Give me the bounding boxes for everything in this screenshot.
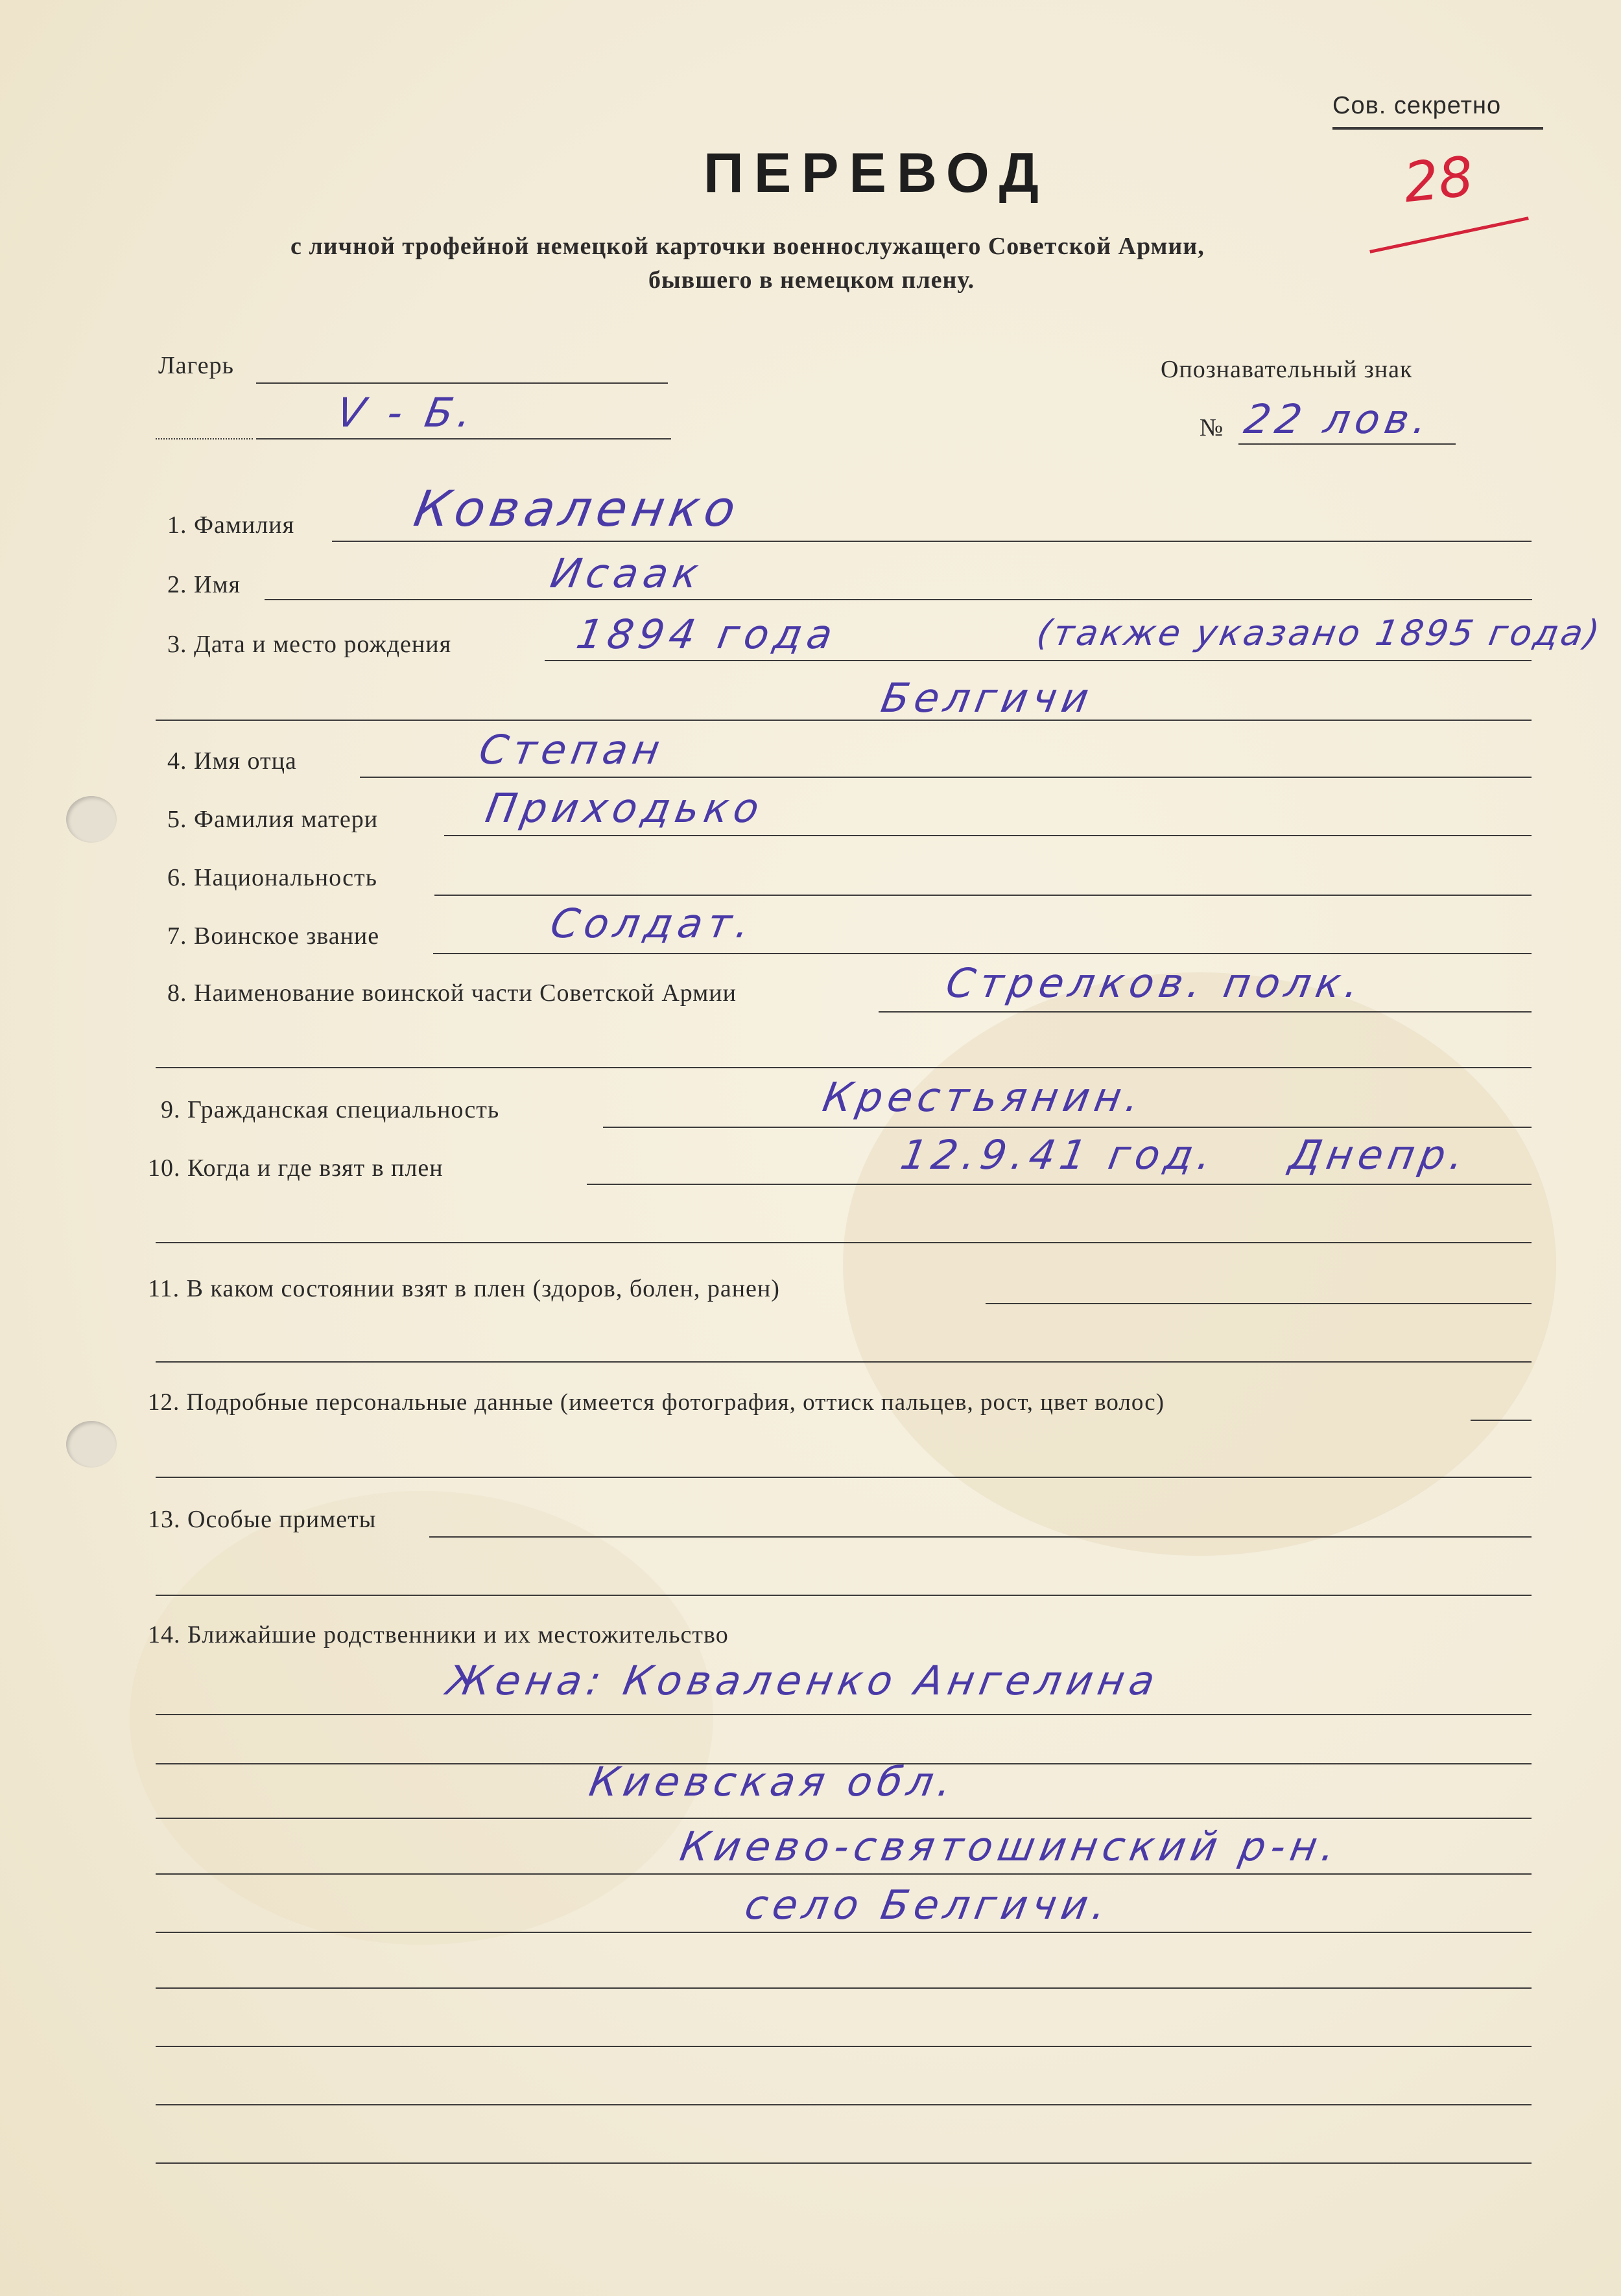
- field-14-label: 14. Ближайшие родственники и их местожительство: [148, 1621, 729, 1648]
- field-14-line-4: село Белгичи.: [741, 1881, 1115, 1928]
- subtitle-line-1: с личной трофейной немецкой карточки военнослужащего Советской Армии,: [290, 233, 1205, 260]
- field-14-rule-1: [156, 1714, 1532, 1715]
- field-14-rule-9: [156, 2162, 1532, 2164]
- id-tag-no: №: [1200, 414, 1224, 441]
- field-7-value: Солдат.: [547, 900, 759, 947]
- field-8-value: Стрелков. полк.: [942, 959, 1368, 1007]
- field-3-value: 1894 года: [573, 611, 842, 658]
- field-1-value: Коваленко: [410, 480, 746, 537]
- field-4-value: Степан: [475, 726, 669, 773]
- subtitle-line-2: бывшего в немецком плену.: [648, 266, 975, 294]
- field-13-line-2: [156, 1595, 1532, 1596]
- field-9-line: [603, 1127, 1532, 1128]
- field-10-place: Днепр.: [1286, 1131, 1473, 1178]
- field-11-line-2: [156, 1361, 1532, 1363]
- field-13-line: [429, 1536, 1532, 1538]
- field-5-value: Приходько: [482, 784, 768, 832]
- field-12-line: [1471, 1420, 1532, 1421]
- field-8-line: [879, 1011, 1532, 1013]
- camp-label: Лагерь: [158, 352, 234, 379]
- camp-line: [256, 382, 668, 384]
- field-3-line: [545, 660, 1532, 661]
- field-2-value: Исаак: [547, 550, 707, 597]
- field-14-rule-3: [156, 1818, 1532, 1819]
- field-7-line: [433, 953, 1532, 954]
- field-14-rule-8: [156, 2104, 1532, 2105]
- field-14-rule-6: [156, 1987, 1532, 1989]
- field-13-label: 13. Особые приметы: [148, 1506, 377, 1533]
- field-14-line-3: Киево-святошинский р-н.: [676, 1823, 1345, 1870]
- id-tag-label: Опознавательный знак: [1161, 356, 1413, 383]
- field-6-line: [434, 895, 1532, 896]
- field-12-label: 12. Подробные персональные данные (имеется фотография, оттиск пальцев, рост, цвет волос): [148, 1389, 1165, 1416]
- field-3-place: Белгичи: [877, 674, 1098, 721]
- field-10-value: 12.9.41 год.: [897, 1131, 1220, 1178]
- field-8-line-2: [156, 1067, 1532, 1068]
- field-14-rule-4: [156, 1873, 1532, 1875]
- field-7-label: 7. Воинское звание: [167, 922, 380, 950]
- field-14-line-1: Жена: Коваленко Ангелина: [443, 1657, 1164, 1704]
- field-14-rule-5: [156, 1932, 1532, 1933]
- field-14-rule-7: [156, 2046, 1532, 2047]
- secret-underline: [1332, 127, 1543, 130]
- field-10-line: [587, 1184, 1532, 1185]
- field-2-line: [265, 599, 1532, 600]
- field-1-label: 1. Фамилия: [167, 511, 295, 539]
- id-tag-line: [1238, 443, 1456, 445]
- red-stroke: [1369, 217, 1529, 253]
- field-5-label: 5. Фамилия матери: [167, 806, 379, 833]
- field-5-line: [444, 835, 1532, 836]
- field-4-label: 4. Имя отца: [167, 747, 297, 775]
- punch-hole-bottom: [66, 1421, 117, 1468]
- field-14-line-2: Киевская обл.: [586, 1758, 961, 1805]
- field-9-label: 9. Гражданская специальность: [161, 1096, 500, 1123]
- field-11-line: [986, 1303, 1532, 1304]
- field-3-line-2: [156, 720, 1532, 721]
- field-10-line-2: [156, 1242, 1532, 1243]
- camp-line-2: [256, 438, 671, 439]
- field-11-label: 11. В каком состоянии взят в плен (здоров, болен, ранен): [148, 1275, 780, 1302]
- field-8-label: 8. Наименование воинской части Советской Армии: [167, 979, 737, 1007]
- field-9-value: Крестьянин.: [819, 1073, 1149, 1121]
- camp-dotted: [156, 438, 253, 439]
- field-12-line-2: [156, 1477, 1532, 1478]
- red-number: 28: [1401, 144, 1476, 215]
- punch-hole-top: [66, 796, 117, 843]
- field-3-label: 3. Дата и место рождения: [167, 631, 452, 658]
- camp-value: V - Б.: [333, 389, 480, 436]
- id-tag-value: 22 лов.: [1240, 395, 1436, 443]
- field-3-note: (также указано 1895 года): [1034, 613, 1605, 653]
- field-4-line: [360, 777, 1532, 778]
- page-title: ПЕРЕВОД: [704, 142, 1049, 204]
- field-10-label: 10. Когда и где взят в плен: [148, 1154, 444, 1182]
- secret-label: Сов. секретно: [1332, 92, 1502, 119]
- field-2-label: 2. Имя: [167, 571, 241, 598]
- field-6-label: 6. Национальность: [167, 864, 377, 891]
- field-1-line: [332, 541, 1532, 542]
